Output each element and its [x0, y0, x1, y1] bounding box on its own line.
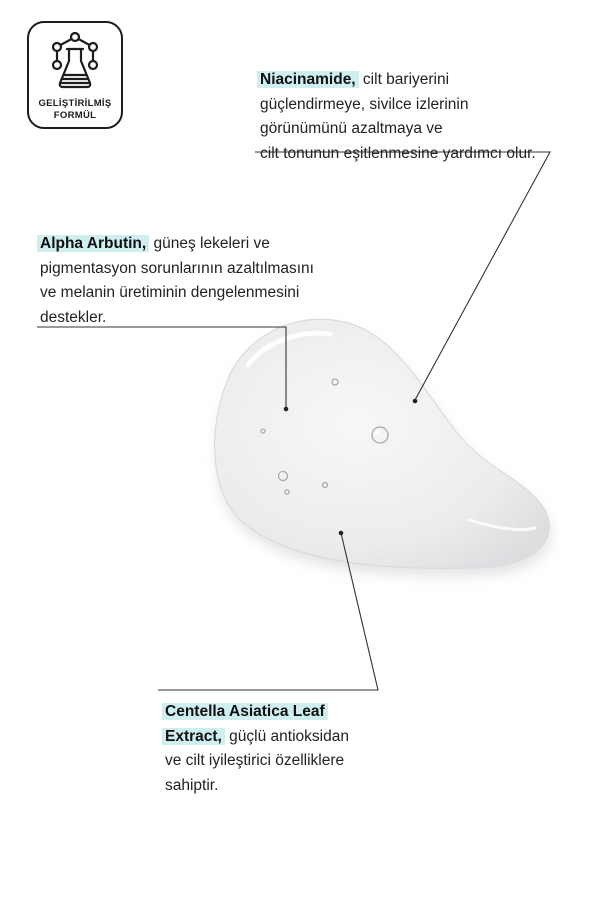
arbutin-line-3: ve melanin üretiminin dengelenmesini — [40, 284, 300, 301]
niacinamide-line-4: cilt tonunun eşitlenmesine yardımcı olur. — [260, 144, 536, 162]
centella-description — [165, 700, 349, 798]
centella-line-3: ve cilt iyileştirici özelliklere — [165, 752, 345, 769]
niacinamide-highlight: Niacinamide, — [257, 71, 359, 88]
arbutin-description — [40, 232, 314, 330]
arbutin-line-1: Alpha Arbutin, güneş lekeleri ve — [40, 232, 314, 257]
niacinamide-description — [260, 68, 536, 166]
centella-line-4: sahiptir. — [165, 776, 219, 794]
niacinamide-line-3: görünümünü azaltmaya ve — [260, 120, 443, 137]
centella-highlight-1: Centella Asiatica Leaf — [162, 703, 328, 720]
centella-line-1 — [165, 700, 349, 725]
arbutin-line-4: destekler. — [40, 308, 107, 326]
arbutin-highlight: Alpha Arbutin, — [37, 235, 149, 252]
niacinamide-line-2: güçlendirmeye, sivilce izlerinin — [260, 95, 469, 113]
centella-line-2: Extract, güçlü antioksidan — [165, 725, 349, 750]
centella-highlight-2: Extract, — [162, 728, 225, 745]
niacinamide-line-1: Niacinamide, cilt bariyerini — [260, 68, 536, 93]
badge-line-2: FORMÜL — [53, 110, 97, 121]
badge-line-1: GELİŞTİRİLMİŞ — [38, 98, 112, 109]
serum-drop — [215, 319, 550, 568]
arbutin-line-2: pigmentasyon sorunlarının azaltılmasını — [40, 259, 314, 277]
